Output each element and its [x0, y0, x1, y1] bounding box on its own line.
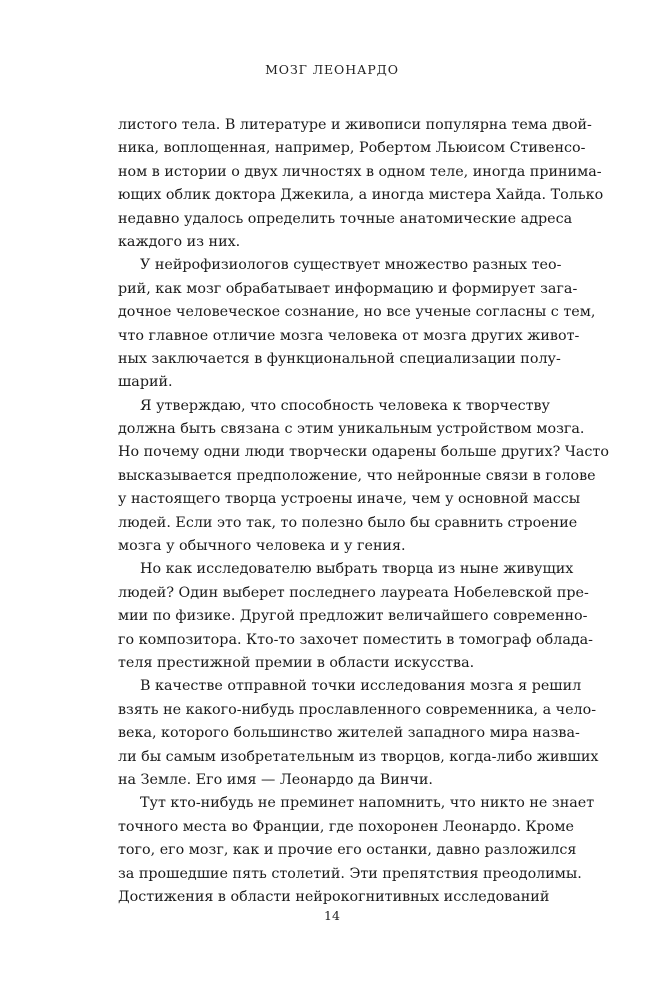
text-line: Я утверждаю, что способность человека к творчеству: [140, 397, 550, 414]
text-line: за прошедшие пять столетий. Эти препятствия преодолимы.: [118, 865, 582, 882]
text-line: ном в истории о двух личностях в одном теле, иногда принима-: [118, 163, 602, 180]
text-line: взять не какого-нибудь прославленного современника, а чело-: [118, 701, 597, 718]
text-line: рий, как мозг обрабатывает информацию и формирует зага-: [118, 280, 578, 297]
text-line: В качестве отправной точки исследования мозга я решил: [140, 678, 582, 695]
text-line: каждого из них.: [118, 233, 241, 250]
text-line: людей. Если это так, то полезно было бы сравнить строение: [118, 514, 578, 531]
paragraph-5: [118, 675, 599, 792]
paragraph-1: [118, 114, 604, 254]
text-line: листого тела. В литературе и живописи популярна тема двой-: [118, 117, 592, 133]
text-line: высказывается предположение, что нейронные связи в голове: [118, 467, 596, 484]
text-line: недавно удалось определить точные анатомические адреса: [118, 210, 573, 227]
text-line: точного места во Франции, где похоронен Леонардо. Кроме: [118, 818, 574, 835]
text-line: Но как исследователю выбрать творца из ныне живущих: [140, 561, 574, 578]
text-line: что главное отличие мозга человека от мозга других живот-: [118, 327, 580, 344]
text-line: ющих облик доктора Джекила, а иногда мистера Хайда. Только: [118, 187, 604, 204]
body-text: [118, 114, 609, 909]
text-line: го композитора. Кто-то захочет поместить в томограф облада-: [118, 631, 594, 648]
text-line: мозга у обычного человека и у гения.: [118, 538, 406, 555]
text-line: ника, воплощенная, например, Робертом Льюисом Стивенсо-: [118, 140, 586, 157]
text-line: У нейрофизиологов существует множество разных тео-: [140, 257, 562, 274]
text-line: века, которого большинство жителей западного мира назва-: [118, 725, 580, 742]
text-line: у настоящего творца устроены иначе, чем у основной массы: [118, 491, 581, 508]
text-line: того, его мозг, как и прочие его останки, давно разложился: [118, 842, 577, 859]
text-line: должна быть связана с этим уникальным устройством мозга.: [118, 421, 585, 438]
text-line: на Земле. Его имя — Леонардо да Винчи.: [118, 771, 433, 788]
text-line: мии по физике. Другой предложит величайшего современно-: [118, 608, 588, 625]
text-line: дочное человеческое сознание, но все ученые согласны с тем,: [118, 304, 596, 321]
text-line: ных заключается в функциональной специализации полу-: [118, 350, 561, 367]
text-line: теля престижной премии в области искусства.: [118, 654, 475, 671]
text-line: Достижения в области нейрокогнитивных исследований: [118, 888, 550, 905]
page-number: 14: [324, 908, 340, 923]
text-line: ли бы самым изобретательным из творцов, когда-либо живших: [118, 748, 599, 765]
running-head: МОЗГ ЛЕОНАРДО: [265, 62, 399, 77]
text-line: Но почему одни люди творчески одарены больше других? Часто: [118, 444, 609, 461]
text-line: шарий.: [118, 374, 173, 391]
text-line: людей? Один выберет последнего лауреата Нобелевской пре-: [118, 584, 589, 601]
paragraph-2: [118, 254, 596, 394]
paragraph-4: [118, 558, 594, 675]
paragraph-6: [118, 792, 595, 909]
text-line: Тут кто-нибудь не преминет напомнить, что никто не знает: [140, 795, 595, 812]
paragraph-3: [118, 395, 609, 559]
